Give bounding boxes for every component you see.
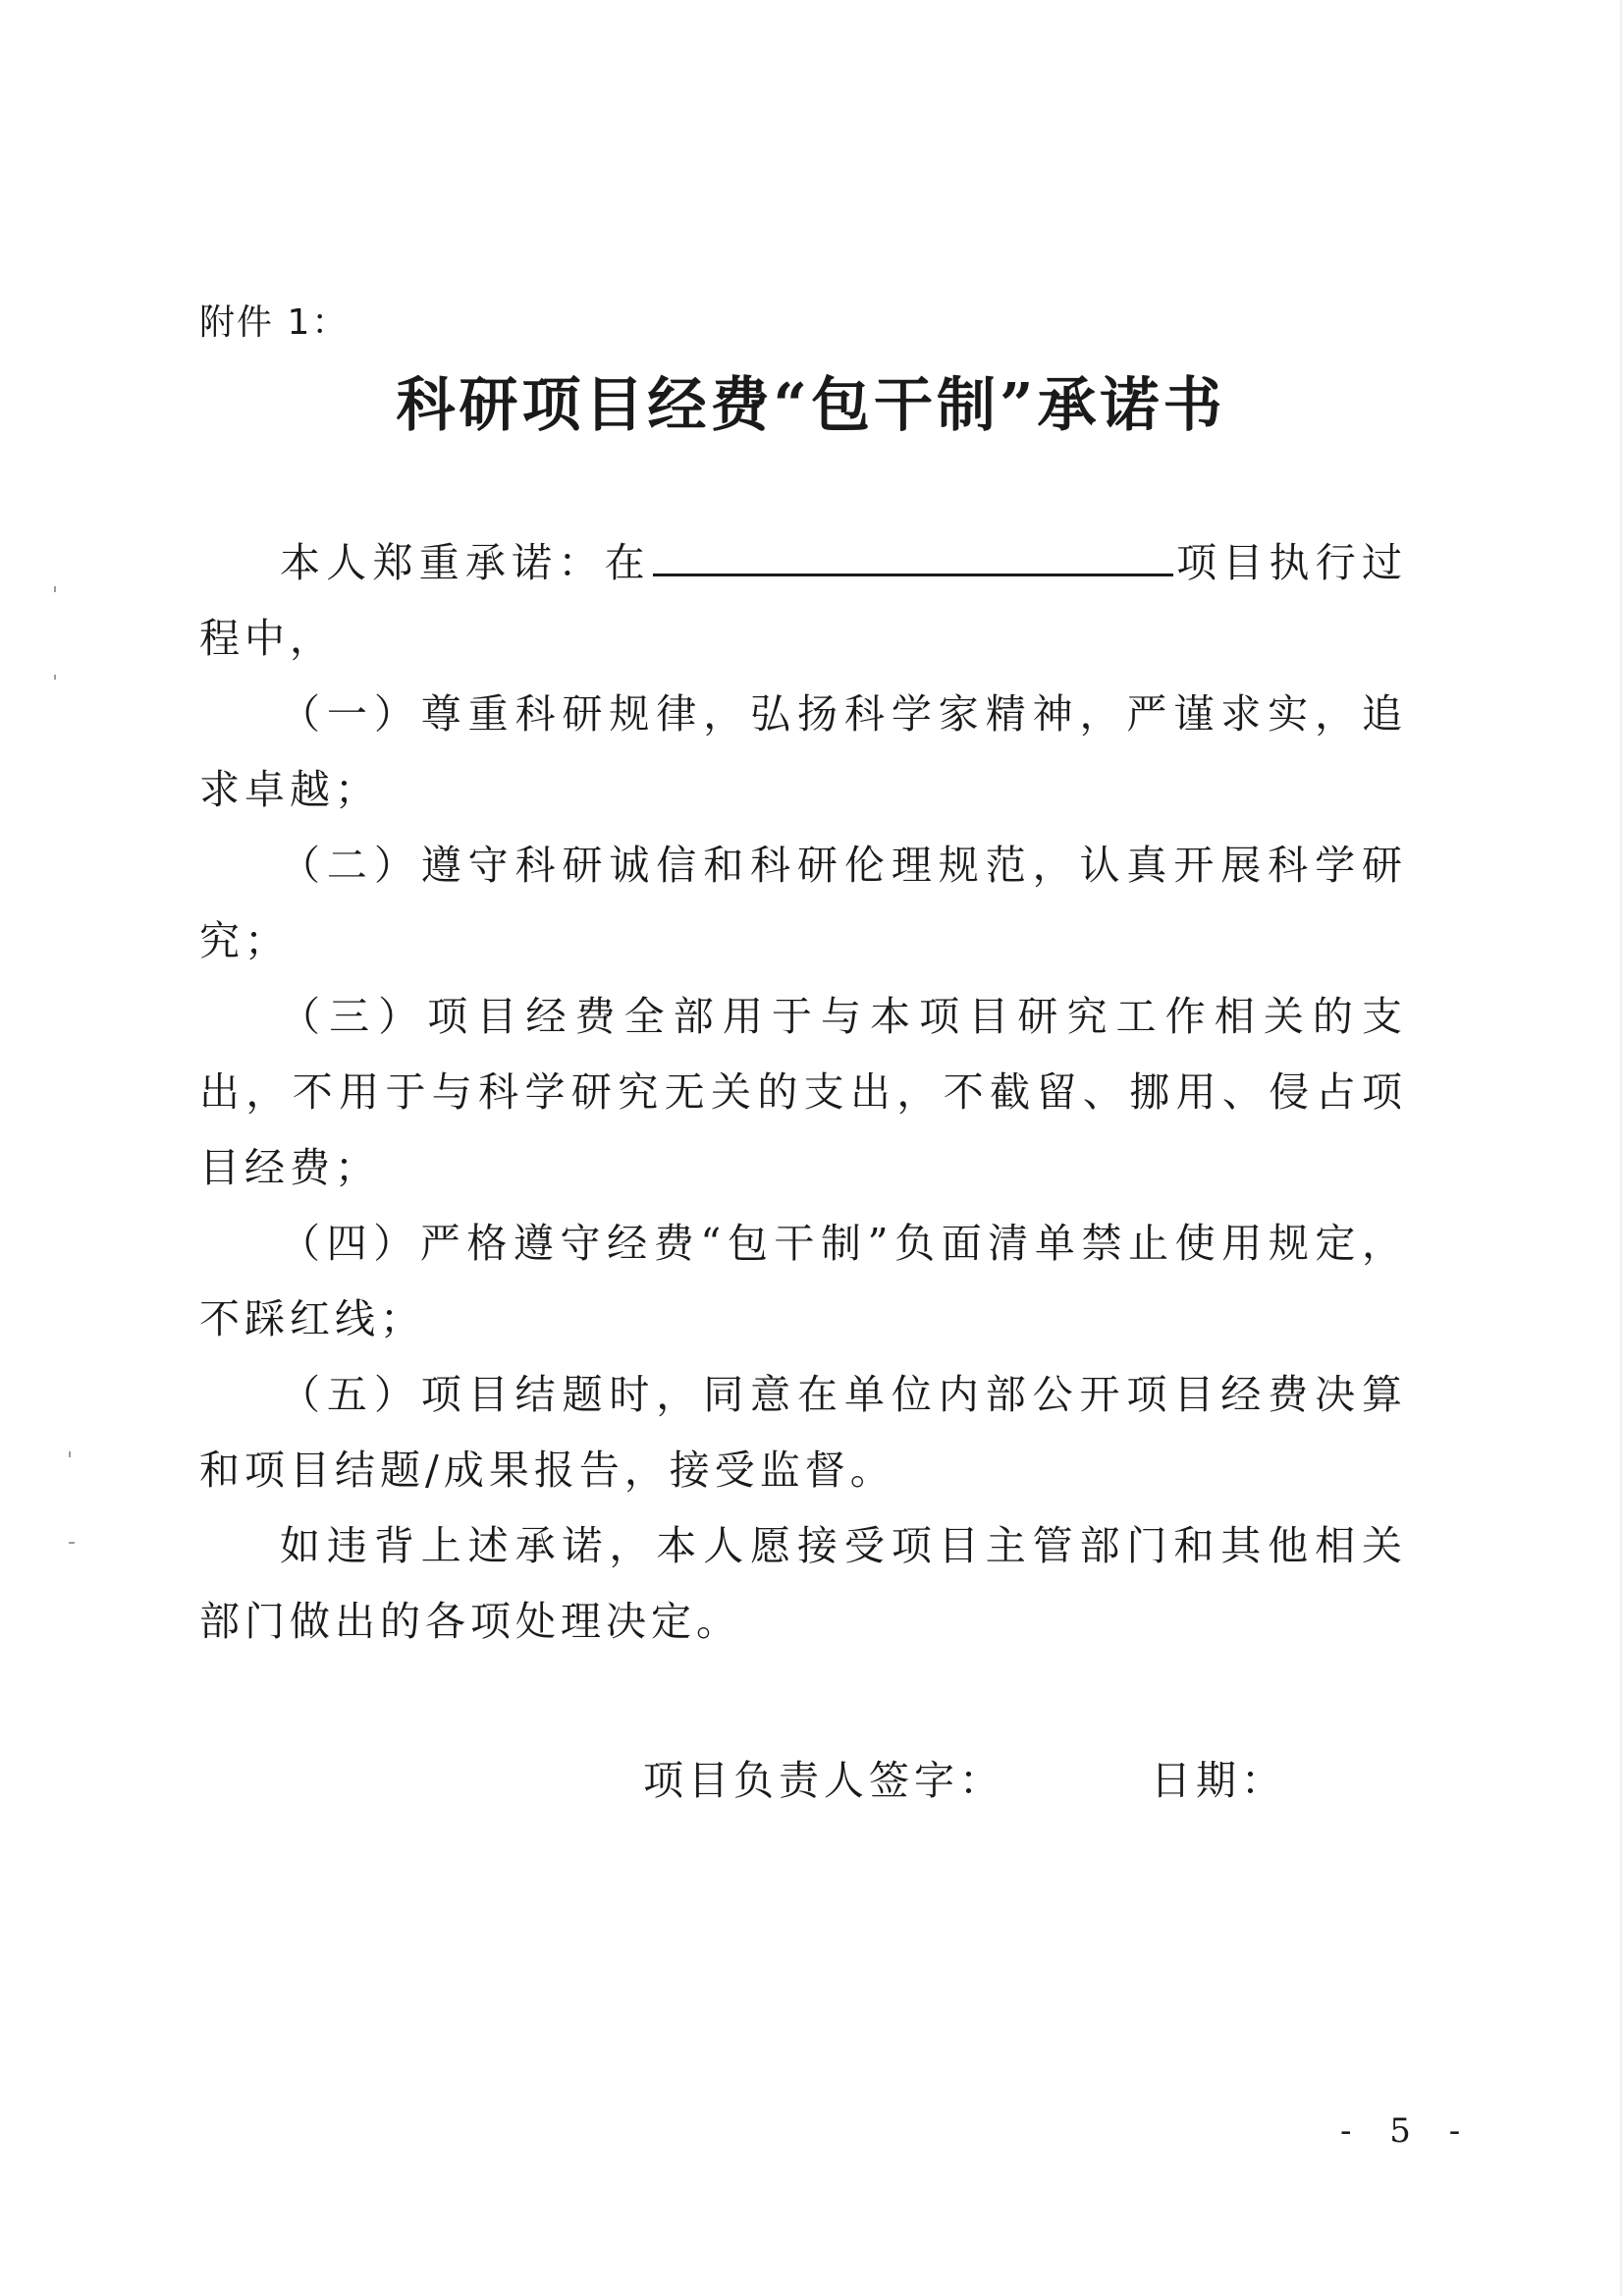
commitment-item-4: （四）严格遵守经费“包干制”负面清单禁止使用规定，不踩红线； bbox=[199, 1220, 1407, 1342]
attachment-label: 附件 1： bbox=[199, 302, 350, 343]
scan-speck bbox=[54, 586, 56, 592]
commitment-item-5: （五）项目结题时，同意在单位内部公开项目经费决算和项目结题/成果报告，接受监督。 bbox=[199, 1371, 1407, 1494]
scan-speck bbox=[69, 1542, 75, 1544]
project-name-blank bbox=[653, 534, 1173, 576]
scan-speck bbox=[54, 675, 56, 680]
commitment-item-2: （二）遵守科研诚信和科研伦理规范，认真开展科学研究； bbox=[199, 842, 1407, 964]
date-label: 日期： bbox=[1151, 1757, 1286, 1804]
intro-paragraph bbox=[199, 525, 1407, 677]
page-number: - 5 - bbox=[1340, 2111, 1475, 2151]
commitment-item-3: （三）项目经费全部用于与本项目研究工作相关的支出，不用于与科学研究无关的支出，不截留、挪用、侵占项目经费； bbox=[199, 993, 1407, 1191]
intro-prefix: 本人郑重承诺：在 bbox=[280, 539, 651, 586]
closing-paragraph: 如违背上述承诺，本人愿接受项目主管部门和其他相关部门做出的各项处理决定。 bbox=[199, 1522, 1407, 1645]
signer-label: 项目负责人签字： bbox=[643, 1757, 1004, 1804]
scan-speck bbox=[69, 1451, 71, 1457]
commitment-item-1: （一）尊重科研规律，弘扬科学家精神，严谨求实，追求卓越； bbox=[199, 690, 1407, 813]
commitment-body bbox=[199, 525, 1407, 1660]
document-title: 科研项目经费“包干制”承诺书 bbox=[396, 371, 1226, 440]
intro-suffix: 项目执行过程中， bbox=[199, 539, 1408, 662]
